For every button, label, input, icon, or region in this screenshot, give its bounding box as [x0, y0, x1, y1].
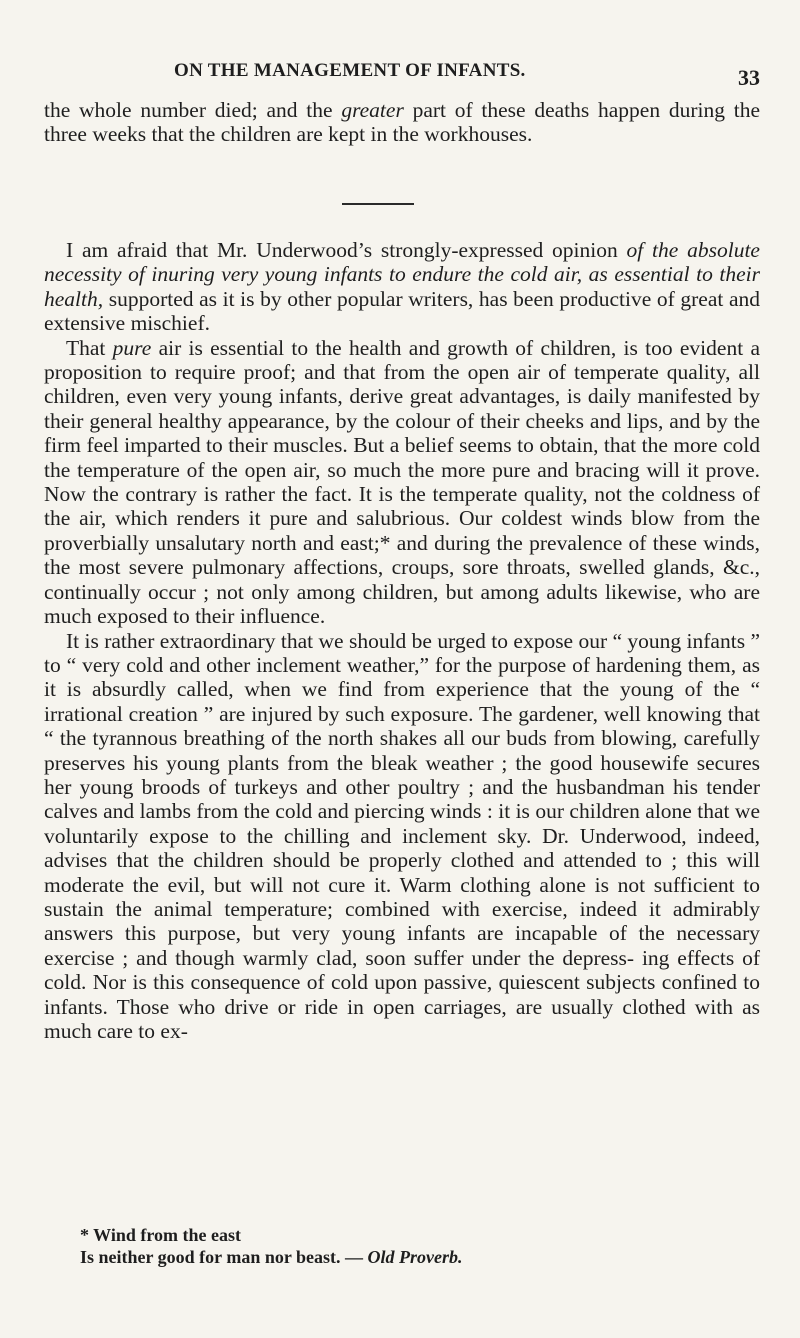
running-title: ON THE MANAGEMENT OF INFANTS. [174, 60, 526, 81]
footnote-line-2: Is neither good for man nor beast. — Old Proverb. [80, 1247, 463, 1267]
paragraph-exposure: It is rather extraordinary that we should be urged to expose our “ young infants ” to “ very cold and other inclement weather,” for the purpose of hardening them, as it is absurdly called, when we find from experience that the young of the “ irrational creation ” are injured by such exposure. The gardener, well knowing that “ the tyrannous breathing of the north shakes all our buds from blowing, carefully preserves his young plants from the bleak weather ; the good housewife secures her young broods of turkeys and other poultry ; and the husbandman his tender calves and lambs from the cold and piercing winds : it is our children alone that we voluntarily expose to the chilling and inclement sky. Dr. Underwood, indeed, advises that the children should be properly clothed and attended to ; this will moderate the evil, but will not cure it. Warm clothing alone is not sufficient to sustain the animal temperature; combined with exercise, indeed it admirably answers this purpose, but very young infants are incapable of the necessary exercise ; and though warmly clad, soon suffer under the depress- ing effects of cold. Nor is this consequence of cold upon passive, quiescent subjects confined to infants. Those who drive or ride in open carriages, are usually clothed with as much care to ex- [44, 628, 760, 1043]
paragraph-pure-air: That pure air is essential to the health and growth of children, is too evident a proposition to require proof; and that from the open air of temperate quality, all children, even very young infants, derive great advantages, is daily manifested by their general healthy appearance, by the colour of their cheeks and lips, and by the firm feel imparted to their muscles. But a belief seems to obtain, that the more cold the temperature of the open air, so much the more pure and bracing will it prove. Now the contrary is rather the fact. It is the temperate quality, not the coldness of the air, which renders it pure and salubrious. Our coldest winds blow from the proverbially unsalutary north and east;* and during the prevalence of these winds, the most severe pulmonary affections, croups, sore throats, swelled glands, &c., continually occur ; not only among children, but among adults likewise, who are much exposed to their influence. [44, 335, 760, 629]
paragraph-continued: the whole number died; and the greater part of these deaths happen during the three weeks that the children are kept in the workhouses. [44, 98, 761, 147]
section-divider [342, 203, 414, 205]
paragraph-opinion: I am afraid that Mr. Underwood’s strongly-expressed opinion of the absolute necessity of inuring very young infants to endure the cold air, as essential to their health, supported as it is by other popular writers, has been productive of great and extensive mischief. [44, 238, 760, 336]
footnote [80, 1224, 720, 1268]
page-number: 33 [738, 65, 760, 90]
main-text [44, 238, 760, 1043]
footnote-line-1: * Wind from the east [80, 1225, 242, 1245]
running-head [44, 60, 760, 90]
